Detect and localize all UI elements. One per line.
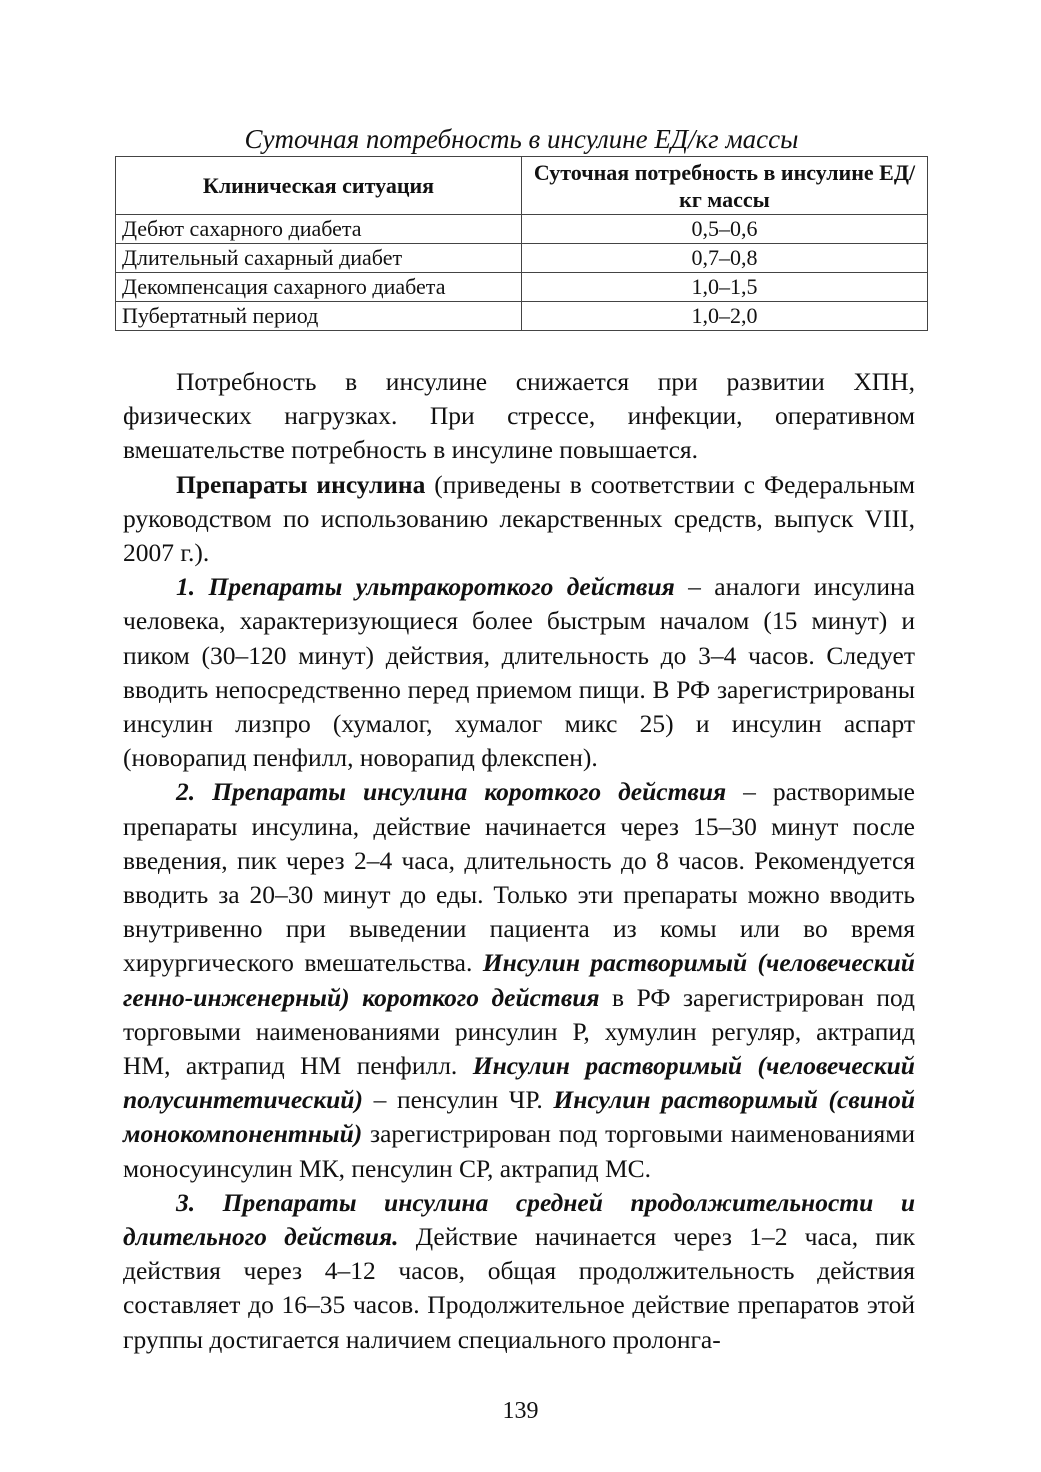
insulin-requirement-table [115, 156, 928, 331]
section-heading: Препараты инсулина [176, 469, 426, 499]
paragraph-ultrashort-acting [123, 570, 915, 775]
paragraph-intermediate-long-acting [123, 1186, 915, 1357]
paragraph-text: – растворимые препараты инсулина, действие начинается через 15–30 минут после введения, пик через 2–4 часа, длительность до 8 часов. Рекомендуется вводить за 20–30 минут до еды. Только эти препараты можно вводить внутривенно при выведении пациента из комы или во время хирургического вмешательства. [123, 777, 915, 978]
situation-cell: Длительный сахарный диабет [116, 244, 522, 273]
paragraph-text: в РФ зарегистрирован под торговыми наименованиями ринсулин Р, хумулин регуляр, актрапид НМ, актрапид НМ пенфилл. [123, 982, 915, 1081]
value-cell: 0,5–0,6 [522, 215, 928, 244]
table-row [116, 244, 928, 273]
subsection-heading: 3. Препараты инсулина средней продолжительности и длительного действия. [123, 1187, 915, 1252]
value-cell: 1,0–1,5 [522, 273, 928, 302]
paragraph-insulin-need [123, 365, 915, 468]
situation-cell: Дебют сахарного диабета [116, 215, 522, 244]
paragraph-text: (приведены в соответствии с Федеральным руководством по использованию лекарственных средств, выпуск VIII, 2007 г.). [123, 469, 915, 568]
emphasis-term: Инсулин растворимый (человеческий генно-инженерный) короткого действия [123, 948, 915, 1012]
subsection-heading: 2. Препараты инсулина короткого действия [176, 777, 727, 807]
situation-cell: Пубертатный период [116, 302, 522, 331]
table-row [116, 302, 928, 331]
paragraph-text: зарегистрирован под торговыми наименованиями моносуинсулин МК, пенсулин СР, актрапид МС. [123, 1119, 915, 1183]
emphasis-term: Инсулин растворимый (человеческий полусинтетический) [123, 1051, 915, 1115]
paragraph-text: Потребность в инсулине снижается при развитии ХПН, физических нагрузках. При стрессе, инфекции, оперативном вмешательстве потребность в инсулине повышается. [123, 367, 915, 465]
paragraph-short-acting [123, 775, 915, 1185]
table-row [116, 273, 928, 302]
paragraph-text: Действие начинается через 1–2 часа, пик действия через 4–12 часов, общая продолжительность действия составляет до 16–35 часов. Продолжительное действие препаратов этой группы достигается наличием специального пролонга- [123, 1222, 915, 1354]
emphasis-term: Инсулин растворимый (свиной монокомпонентный) [123, 1085, 916, 1149]
value-cell: 0,7–0,8 [522, 244, 928, 273]
header-daily-requirement: Суточная потребность в инсулине ЕД/кг массы [522, 157, 928, 215]
paragraph-text: – аналоги инсулина человека, характеризующиеся более быстрым началом (15 минут) и пиком (30–120 минут) действия, длительность до 3–4 часов. Следует вводить непосредственно перед приемом пищи. В РФ зарегистрированы инсулин лизпро (хумалог, хумалог микс 25) и инсулин аспарт (новорапид пенфилл, новорапид флекспен). [123, 572, 915, 773]
table-caption: Суточная потребность в инсулине ЕД/кг массы [244, 124, 799, 154]
situation-cell: Декомпенсация сахарного диабета [116, 273, 522, 302]
value-cell: 1,0–2,0 [522, 302, 928, 331]
header-clinical-situation: Клиническая ситуация [116, 157, 522, 215]
table-row [116, 215, 928, 244]
page-number: 139 [502, 1398, 539, 1424]
table-header-row [116, 157, 928, 215]
body-text [123, 365, 915, 1357]
paragraph-insulin-preparations [123, 468, 915, 571]
subsection-heading: 1. Препараты ультракороткого действия [176, 572, 675, 602]
paragraph-text: – пенсулин ЧР. [362, 1085, 554, 1115]
